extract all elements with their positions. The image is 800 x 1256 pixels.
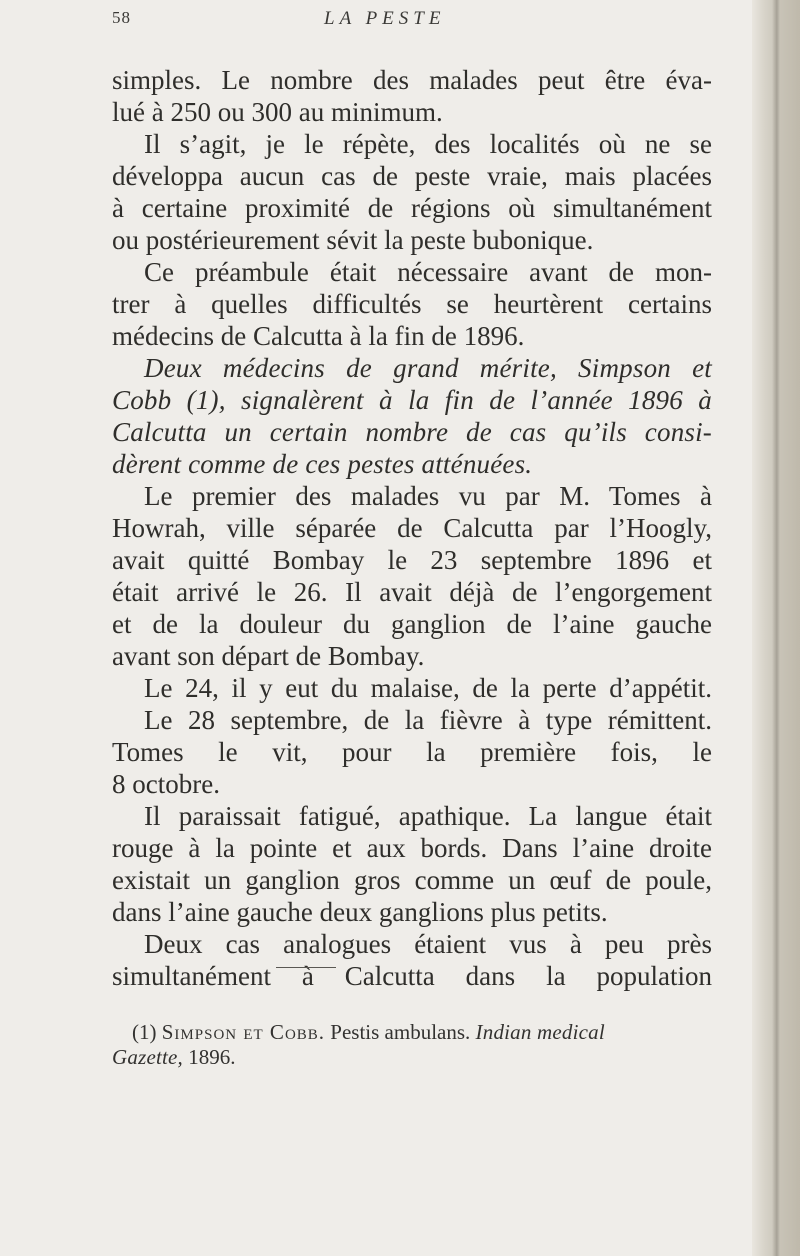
text-line: existait un ganglion gros comme un œuf de poule, <box>112 865 712 895</box>
text-line: développa aucun cas de peste vraie, mais placées <box>112 161 712 191</box>
text-line: avait quitté Bombay le 23 septembre 1896 et <box>112 545 712 575</box>
text-line: Tomes le vit, pour la première fois, le <box>112 737 712 767</box>
footnote-marker: (1) <box>132 1020 157 1044</box>
text-line: trer à quelles difficultés se heurtèrent certains <box>112 289 712 319</box>
text-line: rouge à la pointe et aux bords. Dans l’aine droite <box>112 833 712 863</box>
text-line: 8 octobre. <box>112 769 220 799</box>
text-line: Cobb (1), signalèrent à la fin de l’année 1896 à <box>112 385 712 415</box>
body-text <box>112 64 712 992</box>
running-title: LA PESTE <box>324 8 446 29</box>
text-line: dèrent comme de ces pestes atténuées. <box>112 449 533 479</box>
page-edge-shadow <box>772 0 780 1256</box>
text-line: Deux médecins de grand mérite, Simpson et <box>144 353 712 383</box>
text-line: à certaine proximité de régions où simultanément <box>112 193 712 223</box>
text-line: Le 28 septembre, de la fièvre à type rémittent. <box>144 705 712 735</box>
text-line: et de la douleur du ganglion de l’aine gauche <box>112 609 712 639</box>
page-header <box>112 8 712 38</box>
footnote-journal: Indian medical <box>475 1020 605 1044</box>
footnote-journal-cont: Gazette, <box>112 1045 183 1069</box>
text-line: ou postérieurement sévit la peste bubonique. <box>112 225 594 255</box>
text-line: médecins de Calcutta à la fin de 1896. <box>112 321 525 351</box>
text-line: était arrivé le 26. Il avait déjà de l’engorgement <box>112 577 712 607</box>
footnote-title: Pestis ambulans. <box>330 1020 471 1044</box>
text-line: Il s’agit, je le répète, des localités où ne se <box>144 129 712 159</box>
text-line: Le 24, il y eut du malaise, de la perte d’appétit. <box>144 673 712 703</box>
footnote <box>112 1020 712 1070</box>
footnote-line <box>112 1045 712 1070</box>
text-line: Il paraissait fatigué, apathique. La langue était <box>144 801 712 831</box>
footnote-line <box>112 1020 712 1045</box>
text-line: dans l’aine gauche deux ganglions plus petits. <box>112 897 608 927</box>
text-line: lué à 250 ou 300 au minimum. <box>112 97 443 127</box>
text-line: Calcutta un certain nombre de cas qu’ils consi- <box>112 417 712 447</box>
text-line: Deux cas analogues étaient vus à peu près <box>144 929 712 959</box>
text-line: simples. Le nombre des malades peut être éva- <box>112 65 712 95</box>
footnote-authors: Simpson et Cobb. <box>161 1020 326 1044</box>
text-line: avant son départ de Bombay. <box>112 641 425 671</box>
text-line: simultanément à Calcutta dans la population <box>112 961 712 991</box>
text-line: Howrah, ville séparée de Calcutta par l’Hoogly, <box>112 513 712 543</box>
footnote-year: 1896. <box>188 1045 236 1069</box>
text-line: Ce préambule était nécessaire avant de mon- <box>144 257 712 287</box>
footnote-rule <box>276 967 336 968</box>
page-number: 58 <box>112 8 131 27</box>
text-line: Le premier des malades vu par M. Tomes à <box>144 481 712 511</box>
